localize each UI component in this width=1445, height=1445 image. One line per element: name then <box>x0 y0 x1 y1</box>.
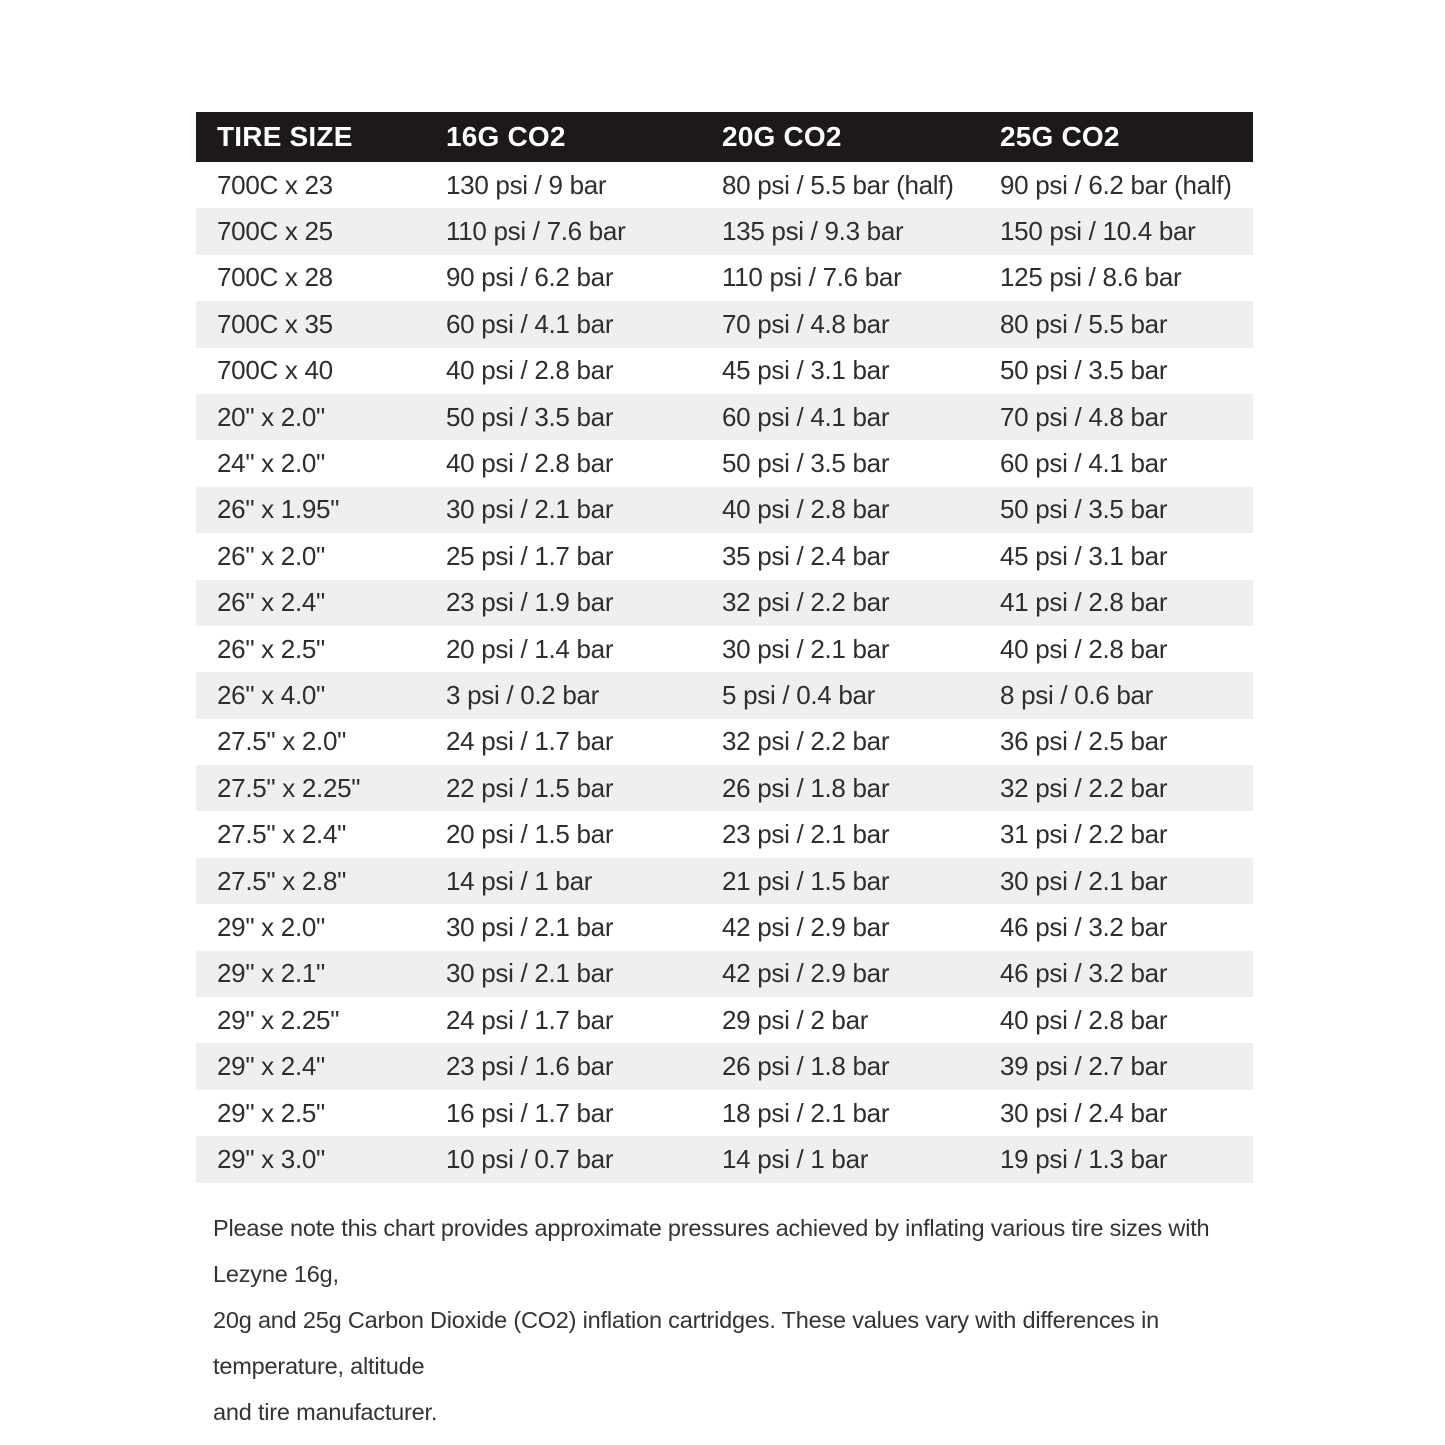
pressure-cell: 30 psi / 2.1 bar <box>425 951 701 997</box>
pressure-cell: 24 psi / 1.7 bar <box>446 726 614 757</box>
pressure-cell: 21 psi / 1.5 bar <box>701 858 979 904</box>
table-row <box>196 1043 1253 1089</box>
table-row <box>196 255 1253 301</box>
pressure-cell: 26 psi / 1.8 bar <box>701 765 979 811</box>
pressure-cell: 26 psi / 1.8 bar <box>701 1043 979 1089</box>
pressure-cell: 90 psi / 6.2 bar <box>446 262 614 293</box>
tire-size-cell: 24" x 2.0" <box>217 448 325 479</box>
pressure-cell: 14 psi / 1 bar <box>425 858 701 904</box>
pressure-cell: 60 psi / 4.1 bar <box>425 301 701 347</box>
table-row <box>196 951 1253 997</box>
pressure-cell: 8 psi / 0.6 bar <box>979 672 1253 718</box>
table-row <box>196 301 1253 347</box>
pressure-cell: 45 psi / 3.1 bar <box>1000 540 1168 571</box>
pressure-cell: 16 psi / 1.7 bar <box>446 1097 614 1128</box>
tire-size-cell: 29" x 2.4" <box>196 1043 425 1089</box>
pressure-cell: 20 psi / 1.4 bar <box>446 633 614 664</box>
pressure-cell: 30 psi / 2.1 bar <box>446 911 614 942</box>
tire-size-cell: 29" x 2.1" <box>196 951 425 997</box>
pressure-cell: 40 psi / 2.8 bar <box>701 487 979 533</box>
pressure-cell: 41 psi / 2.8 bar <box>979 580 1253 626</box>
pressure-cell: 60 psi / 4.1 bar <box>1000 448 1168 479</box>
pressure-cell: 19 psi / 1.3 bar <box>979 1136 1253 1182</box>
pressure-cell: 35 psi / 2.4 bar <box>722 540 890 571</box>
pressure-cell: 3 psi / 0.2 bar <box>425 672 701 718</box>
pressure-cell: 50 psi / 3.5 bar <box>979 487 1253 533</box>
pressure-cell: 40 psi / 2.8 bar <box>446 448 614 479</box>
pressure-cell: 42 psi / 2.9 bar <box>722 911 890 942</box>
tire-size-cell: 700C x 35 <box>196 301 425 347</box>
pressure-cell: 135 psi / 9.3 bar <box>701 208 979 254</box>
column-header-cartridge: 25G CO2 <box>979 112 1253 162</box>
pressure-cell: 29 psi / 2 bar <box>722 1004 869 1035</box>
pressure-cell: 40 psi / 2.8 bar <box>1000 633 1168 664</box>
pressure-cell: 36 psi / 2.5 bar <box>1000 726 1168 757</box>
footnote-line: and tire manufacturer. <box>213 1399 438 1425</box>
tire-size-cell: 27.5" x 2.25" <box>196 765 425 811</box>
footnote <box>213 1205 1288 1435</box>
tire-size-cell: 27.5" x 2.4" <box>217 819 347 850</box>
table-row <box>196 1136 1253 1182</box>
footnote-line: 20g and 25g Carbon Dioxide (CO2) inflation cartridges. These values vary with differences in temperature, altitude <box>213 1307 1160 1379</box>
pressure-cell: 22 psi / 1.5 bar <box>425 765 701 811</box>
pressure-cell: 30 psi / 2.1 bar <box>722 633 890 664</box>
table-row <box>196 626 1253 672</box>
table-row <box>196 162 1253 208</box>
pressure-cell: 70 psi / 4.8 bar <box>979 394 1253 440</box>
pressure-cell: 125 psi / 8.6 bar <box>1000 262 1182 293</box>
pressure-cell: 42 psi / 2.9 bar <box>701 951 979 997</box>
pressure-cell: 80 psi / 5.5 bar (half) <box>722 169 954 200</box>
tire-size-cell: 27.5" x 2.0" <box>217 726 347 757</box>
pressure-cell: 46 psi / 3.2 bar <box>1000 911 1168 942</box>
pressure-cell: 130 psi / 9 bar <box>446 169 607 200</box>
pressure-cell: 30 psi / 2.1 bar <box>425 487 701 533</box>
tire-size-cell: 700C x 23 <box>217 169 333 200</box>
tire-size-cell: 26" x 2.5" <box>217 633 325 664</box>
tire-size-cell: 20" x 2.0" <box>196 394 425 440</box>
pressure-cell: 31 psi / 2.2 bar <box>1000 819 1168 850</box>
pressure-cell: 25 psi / 1.7 bar <box>446 540 614 571</box>
table-row <box>196 440 1253 486</box>
tire-size-cell: 26" x 2.0" <box>217 540 325 571</box>
table-row <box>196 811 1253 857</box>
table-row <box>196 719 1253 765</box>
table-row <box>196 487 1253 533</box>
table-body <box>196 162 1253 1183</box>
tire-size-cell: 700C x 28 <box>217 262 333 293</box>
tire-size-cell: 29" x 2.25" <box>217 1004 340 1035</box>
pressure-cell: 18 psi / 2.1 bar <box>722 1097 890 1128</box>
pressure-cell: 45 psi / 3.1 bar <box>722 355 890 386</box>
pressure-cell: 23 psi / 1.9 bar <box>425 580 701 626</box>
tire-size-cell: 29" x 3.0" <box>196 1136 425 1182</box>
table-header <box>196 112 1253 162</box>
table-row <box>196 394 1253 440</box>
column-header-tire-size: TIRE SIZE <box>196 112 425 162</box>
pressure-cell: 14 psi / 1 bar <box>701 1136 979 1182</box>
pressure-cell: 23 psi / 2.1 bar <box>722 819 890 850</box>
pressure-cell: 150 psi / 10.4 bar <box>979 208 1253 254</box>
pressure-cell: 30 psi / 2.1 bar <box>979 858 1253 904</box>
pressure-cell: 70 psi / 4.8 bar <box>701 301 979 347</box>
pressure-cell: 24 psi / 1.7 bar <box>446 1004 614 1035</box>
pressure-cell: 32 psi / 2.2 bar <box>979 765 1253 811</box>
table-row <box>196 904 1253 950</box>
pressure-cell: 5 psi / 0.4 bar <box>701 672 979 718</box>
tire-size-cell: 26" x 1.95" <box>196 487 425 533</box>
table-row <box>196 208 1253 254</box>
column-header-cartridge: 20G CO2 <box>701 112 979 162</box>
tire-size-cell: 26" x 2.4" <box>196 580 425 626</box>
table-row <box>196 1090 1253 1136</box>
table-row <box>196 672 1253 718</box>
pressure-cell: 110 psi / 7.6 bar <box>722 262 902 293</box>
tire-size-cell: 29" x 2.0" <box>217 911 325 942</box>
pressure-cell: 39 psi / 2.7 bar <box>979 1043 1253 1089</box>
pressure-cell: 46 psi / 3.2 bar <box>979 951 1253 997</box>
pressure-cell: 40 psi / 2.8 bar <box>446 355 614 386</box>
table-header-row <box>196 112 1253 162</box>
co2-pressure-table <box>196 112 1253 1183</box>
pressure-cell: 50 psi / 3.5 bar <box>722 448 890 479</box>
table-row <box>196 348 1253 394</box>
table-row <box>196 765 1253 811</box>
pressure-cell: 50 psi / 3.5 bar <box>425 394 701 440</box>
footnote-line: Please note this chart provides approximate pressures achieved by inflating various tire sizes with Lezyne 16g, <box>213 1215 1210 1287</box>
pressure-cell: 50 psi / 3.5 bar <box>1000 355 1168 386</box>
tire-size-cell: 29" x 2.5" <box>217 1097 325 1128</box>
pressure-cell: 80 psi / 5.5 bar <box>979 301 1253 347</box>
pressure-cell: 20 psi / 1.5 bar <box>446 819 614 850</box>
pressure-cell: 32 psi / 2.2 bar <box>722 726 890 757</box>
tire-size-cell: 26" x 4.0" <box>196 672 425 718</box>
pressure-cell: 60 psi / 4.1 bar <box>701 394 979 440</box>
tire-size-cell: 700C x 25 <box>196 208 425 254</box>
pressure-cell: 110 psi / 7.6 bar <box>425 208 701 254</box>
pressure-cell: 90 psi / 6.2 bar (half) <box>1000 169 1232 200</box>
table-row <box>196 997 1253 1043</box>
table-row <box>196 580 1253 626</box>
table-row <box>196 858 1253 904</box>
pressure-cell: 40 psi / 2.8 bar <box>1000 1004 1168 1035</box>
tire-size-cell: 27.5" x 2.8" <box>196 858 425 904</box>
tire-size-cell: 700C x 40 <box>217 355 333 386</box>
pressure-cell: 23 psi / 1.6 bar <box>425 1043 701 1089</box>
pressure-cell: 30 psi / 2.4 bar <box>1000 1097 1168 1128</box>
pressure-cell: 32 psi / 2.2 bar <box>701 580 979 626</box>
column-header-cartridge: 16G CO2 <box>425 112 701 162</box>
pressure-cell: 10 psi / 0.7 bar <box>425 1136 701 1182</box>
table-row <box>196 533 1253 579</box>
